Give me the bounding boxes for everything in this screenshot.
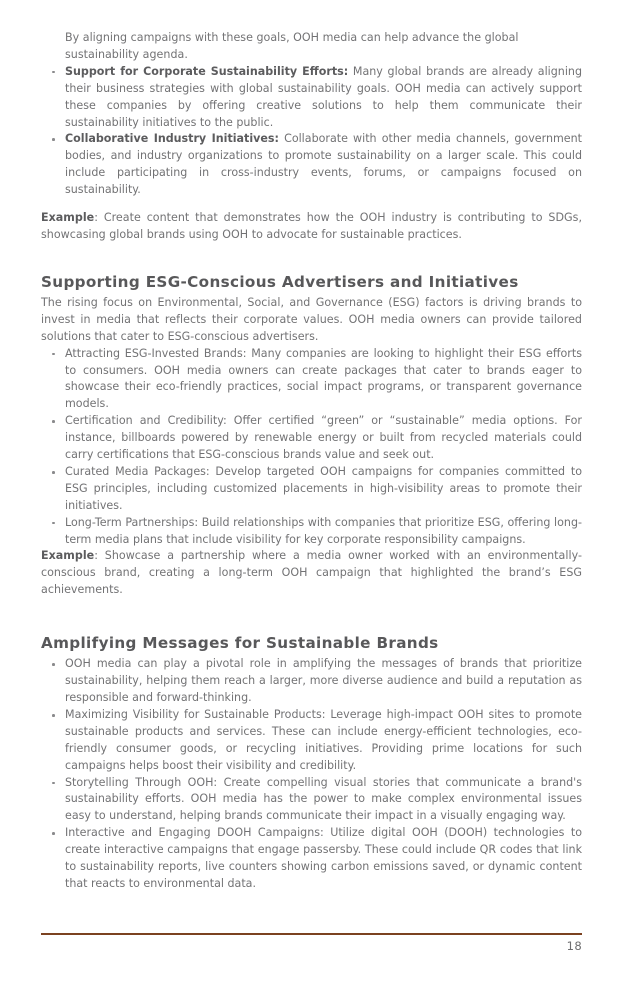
bullet-text: Many global brands are already aligning their business strategies with global sustainability goals. OOH media can actively support these companies by offering creative solutions to help them communicate their sustainability initiatives to the public. [65,64,582,129]
bullet-label: Support for Corporate Sustainability Efforts: [65,64,349,78]
bullet-label: Collaborative Industry Initiatives: [65,132,279,146]
list-item: Interactive and Engaging DOOH Campaigns: Utilize digital OOH (DOOH) technologies to create interactive campaigns that engage passersby. These could include QR codes that link to sustainability reports, live counters showing carbon emissions saved, or dynamic content that reacts to environmental data. [41,825,582,893]
example-label: Example [41,211,95,225]
list-item [41,64,582,132]
example-text: : Create content that demonstrates how the OOH industry is contributing to SDGs, showcasing global brands using OOH to advocate for sustainable practices. [41,211,582,241]
page-number: 18 [566,939,582,953]
list-item [41,131,582,199]
list-item: Attracting ESG-Invested Brands: Many companies are looking to highlight their ESG efforts to consumers. OOH media owners can create packages that cater to brands eager to showcase their eco-friendly practices, social impact programs, or transparent governance models. [41,346,582,414]
page-title-amplifying: Amplifying Messages for Sustainable Brands [41,634,439,653]
list-item: Storytelling Through OOH: Create compelling visual stories that communicate a brand's sustainability efforts. OOH media has the power to make complex environmental issues easy to understand, helping brands communicate their impact in a visually engaging way. [41,775,582,826]
spacer [41,199,582,210]
page-title-esg: Supporting ESG-Conscious Advertisers and Initiatives [41,272,519,291]
page-footer [41,933,582,953]
example-paragraph-1 [41,210,582,244]
example-paragraph-2 [41,548,582,599]
list-item: OOH media can play a pivotal role in amplifying the messages of brands that prioritize sustainability, helping them reach a larger, more diverse audience and build a reputation as responsible and forward-thinking. [41,656,582,707]
list-item: Curated Media Packages: Develop targeted OOH campaigns for companies committed to ESG principles, including customized placements in high-visibility areas to promote their initiatives. [41,464,582,515]
lead-paragraph: By aligning campaigns with these goals, OOH media can help advance the global sustainability agenda. [65,31,519,61]
esg-intro-paragraph: The rising focus on Environmental, Social, and Governance (ESG) factors is driving brands to invest in media that reflects their corporate values. OOH media owners can provide tailored solutions that cater to ESG-conscious advertisers. [41,295,582,343]
spacer [41,599,582,633]
list-item: Maximizing Visibility for Sustainable Products: Leverage high-impact OOH sites to promote sustainable products and services. These can include energy-efficient technologies, eco-friendly consumer goods, or recycling initiatives. Providing prime locations for such campaigns helps boost their visibility and credibility. [41,707,582,775]
list-item: Long-Term Partnerships: Build relationships with companies that prioritize ESG, offering long-term media plans that include visibility for key corporate responsibility campaigns. [41,515,582,549]
spacer [41,244,582,272]
amplifying-bullet-list [41,656,582,893]
example-label: Example [41,549,95,563]
list-item: Certification and Credibility: Offer certified “green” or “sustainable” media options. For instance, billboards powered by renewable energy or built from recycled materials could carry certifications that ESG-conscious brands value and seek out. [41,413,582,464]
bullet-text: Collaborate with other media channels, government bodies, and industry organizations to promote sustainability on a larger scale. This could include participating in cross-industry events, forums, or campaigns focused on sustainability. [65,132,583,197]
top-bullet-list [41,64,582,199]
example-text: : Showcase a partnership where a media owner worked with an environmentally-conscious brand, creating a long-term OOH campaign that highlighted the brand’s ESG achievements. [41,549,582,597]
esg-bullet-list [41,346,582,549]
